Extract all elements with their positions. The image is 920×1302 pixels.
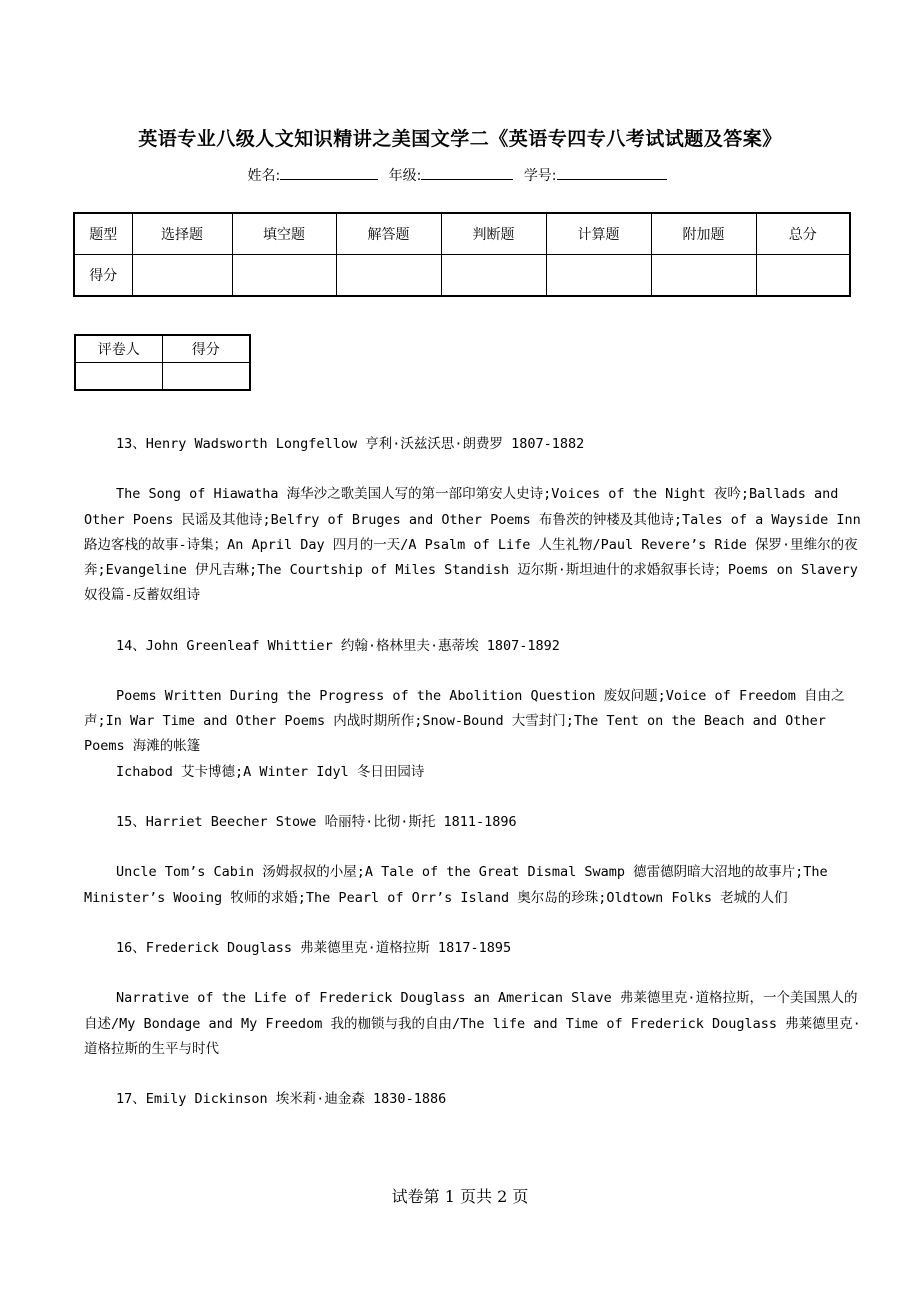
score-header-cell: 选择题 (132, 213, 232, 255)
score-header-cell: 总分 (756, 213, 850, 255)
student-info-line (0, 165, 920, 185)
grader-table (74, 334, 251, 391)
grader-score-cell[interactable] (162, 363, 250, 391)
grader-header-cell: 评卷人 (75, 335, 162, 363)
score-row-label: 得分 (74, 255, 132, 297)
grade-field[interactable] (421, 165, 513, 180)
name-label: 姓名: (247, 168, 281, 184)
score-table (73, 212, 851, 297)
section-heading: 16、Frederick Douglass 弗莱德里克·道格拉斯 1817-1895 (116, 939, 512, 956)
score-header-cell: 判断题 (441, 213, 546, 255)
section-heading: 13、Henry Wadsworth Longfellow 亨利·沃兹沃思·朗费罗 1807-1882 (116, 436, 585, 452)
score-cell[interactable] (441, 255, 546, 297)
document-body (84, 432, 869, 1138)
page-footer: 试卷第 1 页共 2 页 (391, 1187, 529, 1206)
score-header-cell: 题型 (74, 213, 132, 255)
body-paragraph: Ichabod 艾卡博德;A Winter Idyl 冬日田园诗 (116, 763, 425, 780)
score-cell[interactable] (756, 255, 850, 297)
student-id-label: 学号: (523, 168, 557, 184)
score-header-cell: 附加题 (651, 213, 756, 255)
section-heading: 15、Harriet Beecher Stowe 哈丽特·比彻·斯托 1811-1896 (116, 813, 517, 830)
section-heading: 17、Emily Dickinson 埃米莉·迪金森 1830-1886 (116, 1091, 447, 1108)
score-header-cell: 填空题 (232, 213, 336, 255)
page-title: 英语专业八级人文知识精讲之美国文学二《英语专四专八考试试题及答案》 (138, 128, 782, 150)
grade-label: 年级: (388, 168, 422, 184)
student-id-field[interactable] (557, 165, 667, 180)
score-header-cell: 计算题 (546, 213, 651, 255)
grader-header-cell: 得分 (162, 335, 250, 363)
score-cell[interactable] (336, 255, 441, 297)
grader-name-cell[interactable] (75, 363, 162, 391)
body-paragraph: The Song of Hiawatha 海华沙之歌美国人写的第一部印第安人史诗;Voices of the Night 夜吟;Ballads and Other Poens 民谣及其他诗;Belfry of Bruges and Other Poems 布鲁茨的钟楼及其他诗;Tales of a Wayside Inn 路边客栈的故事-诗集；An April Day 四月的一天/A Psalm of Life 人生礼物/Paul Revere’s Ride 保罗·里维尔的夜奔;Evangeline 伊凡吉琳;The Courtship of Miles Standish 迈尔斯·斯坦迪什的求婚叙事长诗；Poems on Slavery 奴役篇-反蓄奴组诗 (84, 486, 861, 604)
score-cell[interactable] (132, 255, 232, 297)
section-heading: 14、John Greenleaf Whittier 约翰·格林里夫·惠蒂埃 1807-1892 (116, 637, 560, 654)
body-paragraph: Narrative of the Life of Frederick Douglass an American Slave 弗莱德里克·道格拉斯，一个美国黑人的自述/My Bondage and My Freedom 我的枷锁与我的自由/The life and Time of Frederick Douglass 弗莱德里克·道格拉斯的生平与时代 (84, 990, 861, 1057)
score-cell[interactable] (546, 255, 651, 297)
body-paragraph: Uncle Tom’s Cabin 汤姆叔叔的小屋;A Tale of the Great Dismal Swamp 德雷德阴暗大沼地的故事片;The Minister’s Wooing 牧师的求婚;The Pearl of Orr’s Island 奥尔岛的珍珠;Oldtown Folks 老城的人们 (84, 864, 828, 906)
body-paragraph: Poems Written During the Progress of the Abolition Question 废奴问题;Voice of Freedom 自由之声;In War Time and Other Poems 内战时期所作;Snow-Bound 大雪封门;The Tent on the Beach and Other Poems 海滩的帐篷 (84, 687, 845, 755)
score-table-score-row (74, 255, 850, 297)
grader-table-input-row (75, 363, 250, 391)
score-cell[interactable] (232, 255, 336, 297)
score-table-header-row (74, 213, 850, 255)
score-header-cell: 解答题 (336, 213, 441, 255)
name-field[interactable] (280, 165, 378, 180)
score-cell[interactable] (651, 255, 756, 297)
grader-table-header-row (75, 335, 250, 363)
